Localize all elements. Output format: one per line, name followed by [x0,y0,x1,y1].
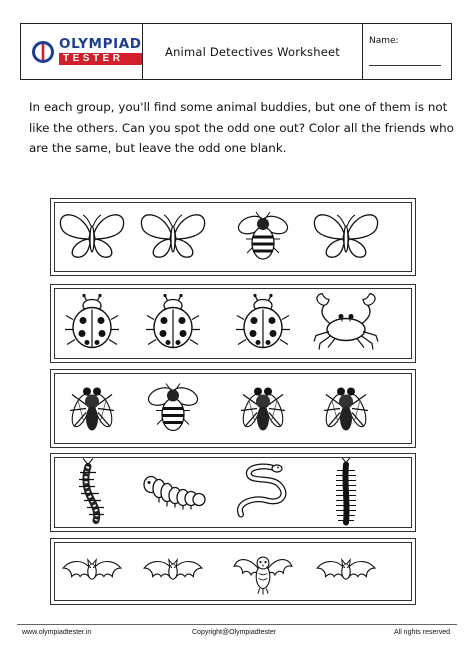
bee-picture[interactable] [236,212,290,259]
crab-picture[interactable] [314,294,378,350]
caterpillar-picture[interactable] [144,477,205,510]
fly-picture[interactable] [69,388,116,431]
title-cell [143,24,363,79]
logo-top-text: OLYMPIAD [59,35,142,52]
name-write-line[interactable] [369,65,441,66]
ladybug-picture[interactable] [146,294,200,348]
instructions-text: In each group, you'll find some animal buddies, but one of them is not like the others. Can you spot the odd one out? Color all the friends who are the same, but leave the odd one blank. [29,100,454,155]
group-box-3 [50,369,416,448]
footer-copyright: Copyright@Olympiadtester [192,629,277,636]
name-cell [363,24,451,79]
bat-picture[interactable] [144,560,202,580]
snake-picture[interactable] [240,465,284,515]
name-label: Name: [369,36,399,46]
group-box-1 [50,198,416,276]
bee-picture[interactable] [146,384,200,431]
centipede-picture[interactable] [79,459,104,521]
butterfly-picture[interactable] [60,215,123,257]
millipede-picture[interactable] [336,458,356,523]
bat-picture[interactable] [63,560,121,580]
butterfly-picture[interactable] [314,215,377,257]
worksheet-header [20,23,452,80]
ladybug-picture[interactable] [236,294,290,348]
logo-o-icon [31,40,55,64]
logo-bottom-text: TESTER [59,53,142,65]
butterfly-picture[interactable] [141,215,204,257]
logo [21,24,143,79]
fly-picture[interactable] [323,388,370,431]
footer-rights: All rights reserved [393,629,450,636]
fly-picture[interactable] [240,388,287,431]
group-box-4 [50,453,416,532]
group-box-2 [50,284,416,363]
footer-divider [17,624,457,625]
worksheet-title: Animal Detectives Worksheet [165,44,340,59]
ladybug-picture[interactable] [65,294,119,348]
group-box-5 [50,538,416,605]
bat-picture[interactable] [317,560,375,580]
owl-picture[interactable] [234,557,292,594]
footer-website[interactable]: www.olympiadtester.in [22,629,92,636]
